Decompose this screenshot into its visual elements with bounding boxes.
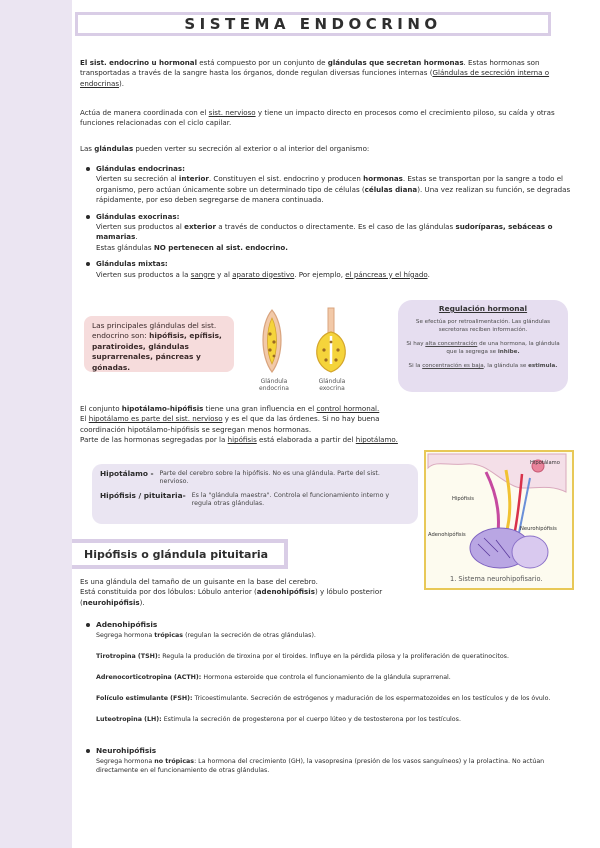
hormonal-regulation-box: Regulación hormonal Se efectúa por retroalimentación. Las glándulas secretoras reciben información. Si hay alta concentración de una hormona, la glándula que la segrega se inhibe. Si la concentración es baja, la glándula se estimula. [398,300,568,392]
left-sidebar-band [0,0,72,848]
image-caption: 1. Sistema neurohipofisario. [450,575,543,583]
intro-paragraph-2: Actúa de manera coordinada con el sist. nervioso y tiene un impacto directo en procesos como el crecimiento piloso, su caída y otras funciones relacionadas con el ciclo capilar. [80,108,555,128]
adeno-heading: Adenohipófisis [84,620,580,629]
neuro-heading: Neurohipófisis [84,746,580,755]
exocrine-caption: Glándula exocrina [318,378,346,392]
hormones-section: Adenohipófisis Segrega hormona trópicas (regulan la secreción de otras glándulas). Tirotropina (TSH): Regula la produción de tiroxina por el tiroides. Influye en la pérdida pilosa y la proliferación de queratinocitos. Adrenocorticotropina (ACTH): Hormona esteroide que controla el funcionamiento de la glándula suprarrenal. Folículo estimulante (FSH): Tricoestimulante. Secreción de estrógenos y maduración de los espermatozoides en los testículos y de los óvulo. Luteotropina (LH): Estimula la secreción de progesterona por el cuerpo lúteo y de testosterona por los testículos. Neurohipófisis Segrega hormona no trópicas: La hormona del crecimiento (GH), la vasopresina (presión de los vasos sanguíneos) y la prolactina. No actúan directamente en el funcionamiento de otras glándulas. [84,620,580,787]
intro-paragraph-1: El sist. endocrino u hormonal está compuesto por un conjunto de glándulas que secretan hormonas. Estas hormonas son transportadas a través de la sangre hasta los órganos, donde regulan diversas funciones internas (Glándulas de secreción interna o endocrinas). [80,58,550,88]
main-glands-box: Las principales glándulas del sist. endocrino son: hipófisis, epífisis, paratiroides, glándulas suprarrenales, páncreas y gónadas. [84,316,234,372]
label-adenohipofisis: Adenohipófisis [428,532,466,538]
pituitary-diagram [426,452,572,572]
intro-paragraph-3: Las glándulas pueden verter su secreción al exterior o al interior del organismo: [80,144,370,153]
list-item: Glándulas mixtas: Vierten sus productos a la sangre y al aparato digestivo. Por ejemplo, el páncreas y el hígado. [84,259,574,280]
gland-types-list [84,164,574,286]
label-neurohipofisis: Neurohipófisis [520,526,557,532]
definition-hipotalamo: Hipotálamo - Parte del cerebro sobre la hipófisis. No es una glándula. Parte del sist. nervioso. [100,469,380,486]
section-title-pituitary: Hipófisis o glándula pituitaria [72,539,288,569]
regulation-title: Regulación hormonal [438,304,528,313]
page-title: SISTEMA ENDOCRINO [184,15,442,33]
list-item: Glándulas endocrinas: Vierten su secreción al interior. Constituyen el sist. endocrino y producen hormonas. Estas se transportan por la sangre a todo el organismo, pero actúan únicamente sobre un determinado tipo de células (células diana). Una vez realizan su función, se degradas rápidamente, por eso deben segregarse de manera continuada. [84,164,574,206]
intro-term: El sist. endocrino u hormonal [80,58,197,67]
page-title-box [75,12,551,36]
label-hipofisis: Hipófisis [452,496,474,502]
neurohypophysis-image [424,450,574,590]
hh-paragraph: El conjunto hipotálamo-hipófisis tiene una gran influencia en el control hormonal. El hipotálamo es parte del sist. nervioso y es el que da las órdenes. Si no hay buena coordinación hipotálamo-hipófisis se segregan menos hormonas. Parte de las hormonas segregadas por la hipófisis está elaborada a partir del hipotálamo. [80,404,398,445]
definitions-box [92,464,418,524]
list-item: Glándulas exocrinas: Vierten sus productos al exterior a través de conductos o directamente. Es el caso de las glándulas sudoríparas, sebáceas o mamarias. Estas glándulas NO pertenecen al sist. endocrino. [84,212,574,254]
definition-hipofisis: Hipófisis / pituitaria- Es la "glándula maestra". Controla el funcionamiento interno y regula otras glándulas. [100,490,390,508]
label-hipotalamo: Hipotálamo [530,460,560,466]
pituitary-intro: Es una glándula del tamaño de un guisante en la base del cerebro. Está constituida por dos lóbulos: Lóbulo anterior (adenohipófisis) y lóbulo posterior (neurohipófisis). [80,577,383,607]
endocrine-caption: Glándula endocrina [259,378,289,392]
